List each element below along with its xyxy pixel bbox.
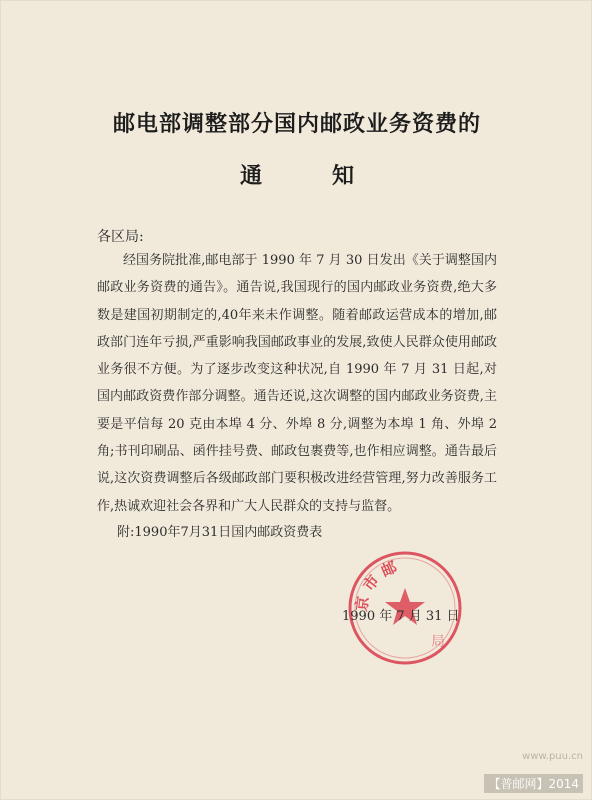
watermark-url: www.puu.cn <box>522 751 583 762</box>
body-paragraph: 经国务院批准,邮电部于 1990 年 7 月 30 日发出《关于调整国内邮政业务资费的通告》。通告说,我国现行的国内邮政业务资费,绝大多数是建国初期制定的,40年来未作调整。随着邮政运营成本的增加,邮政部门连年亏损,严重影响我国邮政事业的发展,致使人民群众使用邮政业务很不方便。为了逐步改变这种状况,自 1990 年 7 月 31 日起,对国内邮政资费作部分调整。通告还说,这次调整的国内邮政业务资费,主要是平信每 20 克由本埠 4 分、外埠 8 分,调整为本埠 1 角、外埠 2 角;书刊印刷品、函件挂号费、邮政包裹费等,也作相应调整。通告最后说,这次资费调整后各级邮政部门要积极改进经营管理,努力改善服务工作,热诚欢迎社会各界和广大人民群众的支持与监督。 <box>97 253 497 514</box>
title-char-tong: 通 <box>239 164 262 189</box>
document-title-line2 <box>1 159 592 190</box>
document-date: 1990 年 7 月 31 日 <box>342 609 460 624</box>
svg-text:局: 局 <box>431 634 445 650</box>
attachment-line: 附:1990年7月31日国内邮政资费表 <box>117 525 323 540</box>
salutation: 各区局: <box>97 229 144 245</box>
site-badge: 【普邮网】2014 <box>484 774 583 793</box>
seal-text: 京 市 邮 <box>352 557 400 613</box>
document-title-line1: 邮电部调整部分国内邮政业务资费的 <box>112 112 481 137</box>
title-char-zhi: 知 <box>332 164 355 189</box>
